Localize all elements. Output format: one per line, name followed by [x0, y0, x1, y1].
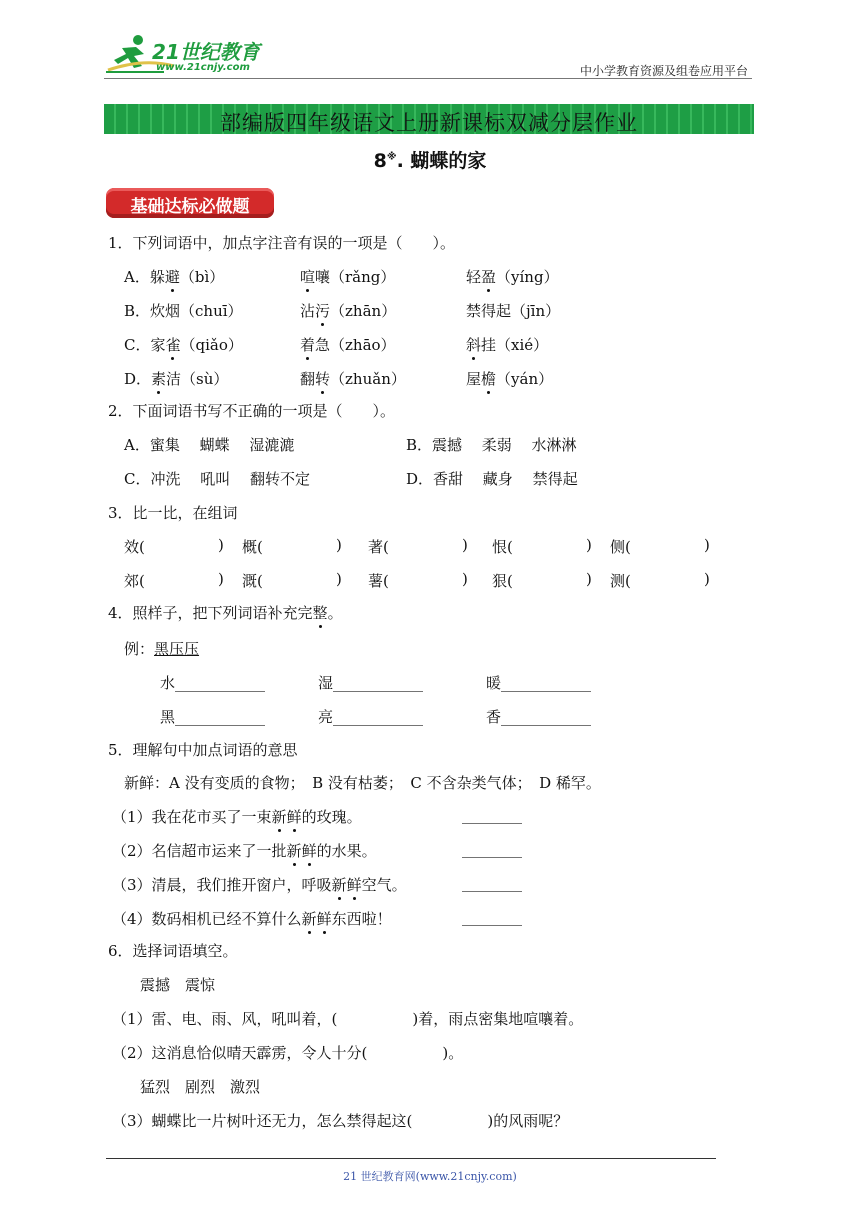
q3-char-open: 溉( — [242, 572, 263, 590]
q3-char-open: 侧( — [610, 538, 631, 556]
q5-item-text: （3）清晨，我们推开窗户，呼吸 — [112, 876, 332, 894]
title-bar — [104, 104, 754, 134]
q4-fill-item — [318, 672, 423, 693]
footer-divider — [106, 1158, 716, 1159]
q2-option-c: C．冲洗 吼叫 翻转不定 — [124, 470, 311, 488]
q5-item-text: （1）我在花市买了一束 — [112, 808, 272, 826]
q5-item-text: 的水果。 — [316, 842, 377, 860]
q1-text: C．家 — [124, 336, 166, 354]
q4-fill-item — [486, 672, 591, 693]
q4-char: 香 — [486, 708, 502, 726]
q1-option-cell — [300, 300, 396, 321]
q5-item-text: 空气。 — [361, 876, 407, 894]
q5-item-text: 的玫瑰。 — [301, 808, 362, 826]
q4-example — [124, 638, 199, 659]
lesson-number: 8 — [373, 150, 387, 172]
q1-text: （yíng） — [496, 268, 559, 286]
q1-option-cell — [124, 300, 243, 321]
q5-item-text: （4）数码相机已经不算什么 — [112, 910, 302, 928]
q1-option-cell — [466, 334, 548, 355]
q5-item — [112, 806, 362, 827]
q5-item — [112, 908, 392, 929]
q4-blank: ____________ — [175, 674, 266, 692]
q3-paren-close: ) — [462, 536, 468, 554]
q5-item — [112, 874, 407, 895]
q1-option-cell — [466, 300, 560, 321]
q3-char-open: 效( — [124, 538, 145, 556]
q5-answer-blank: ________ — [462, 806, 522, 824]
q1-option-cell — [124, 368, 228, 389]
q3-char-open: 测( — [610, 572, 631, 590]
q4-blank: ____________ — [175, 708, 266, 726]
q5-dotted-char: 鲜 — [346, 876, 362, 894]
q1-text: 禁得起（jīn） — [466, 302, 561, 320]
q5-item — [112, 840, 377, 861]
footer-text: 21 世纪教育网(www.21cnjy.com) — [343, 1170, 517, 1183]
q4-stem — [108, 602, 343, 623]
q5-dotted-word — [302, 910, 332, 928]
q1-stem: 1．下列词语中，加点字注音有误的一项是（ ）。 — [108, 234, 456, 252]
section-badge — [106, 188, 274, 218]
platform-name: 中小学教育资源及组卷应用平台 — [579, 64, 748, 78]
brand-name: 21世纪教育 — [152, 40, 260, 64]
q1-text: （zhuǎn） — [330, 370, 406, 388]
q6-item-2: （2）这消息恰似晴天霹雳，令人十分( )。 — [112, 1044, 464, 1062]
q6-stem: 6．选择词语填空。 — [108, 942, 238, 960]
q5-options: 新鲜：A 没有变质的食物； B 没有枯萎； C 不含杂类气体； D 稀罕。 — [124, 774, 601, 792]
q1-text: D． — [124, 370, 152, 388]
q3-paren-close: ) — [336, 570, 342, 588]
q4-fill-item — [486, 706, 591, 727]
q5-dotted-word — [287, 842, 317, 860]
q4-blank: ____________ — [501, 708, 592, 726]
q5-dotted-char: 新 — [301, 910, 317, 928]
q5-answer-blank: ________ — [462, 840, 522, 858]
q1-text: 嚷（rǎng） — [315, 268, 396, 286]
q1-dotted-char: 素 — [151, 370, 167, 388]
q3-paren-close: ) — [586, 536, 592, 554]
section-badge-label: 基础达标必做题 — [130, 197, 250, 217]
q3-char-open: 狠( — [492, 572, 513, 590]
q1-text: B．炊烟（chuī） — [124, 302, 243, 320]
q5-dotted-char: 新 — [271, 808, 287, 826]
q4-char: 湿 — [318, 674, 334, 692]
q1-text: （bì） — [179, 268, 225, 286]
q1-option-cell — [300, 368, 406, 389]
q1-text: 轻 — [466, 268, 482, 286]
q3-paren-close: ) — [704, 536, 710, 554]
q1-text: 屋 — [466, 370, 482, 388]
header-divider — [104, 78, 752, 79]
q5-dotted-word — [272, 808, 302, 826]
q4-example-label: 例： — [124, 640, 155, 658]
q6-word-group-2: 猛烈 剧烈 激烈 — [140, 1078, 261, 1096]
q6-word-group-1: 震撼 震惊 — [140, 976, 216, 994]
q5-stem: 5．理解句中加点词语的意思 — [108, 741, 298, 759]
q4-fill-item — [160, 706, 265, 727]
q3-paren-close: ) — [586, 570, 592, 588]
q1-text: 翻 — [300, 370, 316, 388]
q1-text: 洁（sù） — [166, 370, 229, 388]
q4-fill-item — [318, 706, 423, 727]
q5-dotted-char: 新 — [286, 842, 302, 860]
q3-paren-close: ) — [218, 536, 224, 554]
q1-dotted-char: 转 — [315, 370, 331, 388]
q5-dotted-char: 鲜 — [301, 842, 317, 860]
q1-text: 挂（xié） — [481, 336, 549, 354]
q1-option-cell — [466, 266, 559, 287]
q3-paren-close: ) — [704, 570, 710, 588]
q5-dotted-char: 鲜 — [286, 808, 302, 826]
q1-option-cell — [124, 266, 224, 287]
q4-blank: ____________ — [333, 674, 424, 692]
brand-url: www.21cnjy.com — [156, 62, 250, 73]
q1-option-cell — [466, 368, 553, 389]
q6-item-1: （1）雷、电、雨、风，吼叫着，( )着，雨点密集地喧嚷着。 — [112, 1010, 584, 1028]
q1-text: 沾 — [300, 302, 316, 320]
q4-blank: ____________ — [501, 674, 592, 692]
lesson-mark: ※ — [386, 151, 397, 163]
q4-example-word: 黑压压 — [154, 640, 200, 658]
q5-answer-blank: ________ — [462, 908, 522, 926]
lesson-name: . 蝴蝶的家 — [396, 150, 487, 172]
q1-text: （zhān） — [330, 302, 397, 320]
q1-dotted-char: 斜 — [466, 336, 482, 354]
q1-dotted-char: 污 — [315, 302, 331, 320]
q1-dotted-char: 盈 — [481, 268, 497, 286]
q3-paren-close: ) — [218, 570, 224, 588]
q3-paren-close: ) — [336, 536, 342, 554]
q1-dotted-char: 檐 — [481, 370, 497, 388]
q4-fill-item — [160, 672, 265, 693]
q4-stem-end: 。 — [327, 604, 343, 622]
lesson-title — [0, 146, 860, 173]
q3-char-open: 概( — [242, 538, 263, 556]
q3-paren-close: ) — [462, 570, 468, 588]
q5-dotted-char: 鲜 — [316, 910, 332, 928]
q1-dotted-char: 着 — [300, 336, 316, 354]
q5-dotted-word — [332, 876, 362, 894]
q3-char-open: 郊( — [124, 572, 145, 590]
brand-logo — [104, 32, 274, 78]
q1-option-cell — [300, 334, 396, 355]
q1-text: A．躲 — [124, 268, 165, 286]
q2-option-a: A．蜜集 蝴蝶 湿漉漉 — [124, 436, 295, 454]
q2-option-d: D．香甜 藏身 禁得起 — [406, 470, 578, 488]
q3-char-open: 薯( — [368, 572, 389, 590]
q4-stem-text: 4．照样子，把下列词语补充完 — [108, 604, 313, 622]
q1-text: （qiǎo） — [180, 336, 243, 354]
q1-dotted-char: 喧 — [300, 268, 316, 286]
q4-stem-dot-char: 整 — [312, 604, 328, 622]
q4-char: 黑 — [160, 708, 176, 726]
q6-item-3: （3）蝴蝶比一片树叶还无力，怎么禁得起这( )的风雨呢？ — [112, 1112, 569, 1130]
q1-option-cell — [124, 334, 243, 355]
q5-dotted-char: 新 — [331, 876, 347, 894]
q3-char-open: 著( — [368, 538, 389, 556]
q1-option-cell — [300, 266, 395, 287]
q4-blank: ____________ — [333, 708, 424, 726]
q1-text: （yán） — [496, 370, 554, 388]
q2-option-b: B．震撼 柔弱 水淋淋 — [406, 436, 577, 454]
q1-dotted-char: 雀 — [165, 336, 181, 354]
q5-item-text: 东西啦！ — [331, 910, 392, 928]
q1-text: 急（zhāo） — [315, 336, 396, 354]
q5-answer-blank: ________ — [462, 874, 522, 892]
q4-char: 暖 — [486, 674, 502, 692]
q1-dotted-char: 避 — [164, 268, 180, 286]
q3-stem: 3．比一比，在组词 — [108, 504, 238, 522]
q4-char: 水 — [160, 674, 176, 692]
q3-char-open: 恨( — [492, 538, 513, 556]
worksheet-title: 部编版四年级语文上册新课标双减分层作业 — [220, 111, 638, 135]
q5-item-text: （2）名信超市运来了一批 — [112, 842, 287, 860]
q4-char: 亮 — [318, 708, 334, 726]
q2-stem: 2．下面词语书写不正确的一项是（ ）。 — [108, 402, 396, 420]
